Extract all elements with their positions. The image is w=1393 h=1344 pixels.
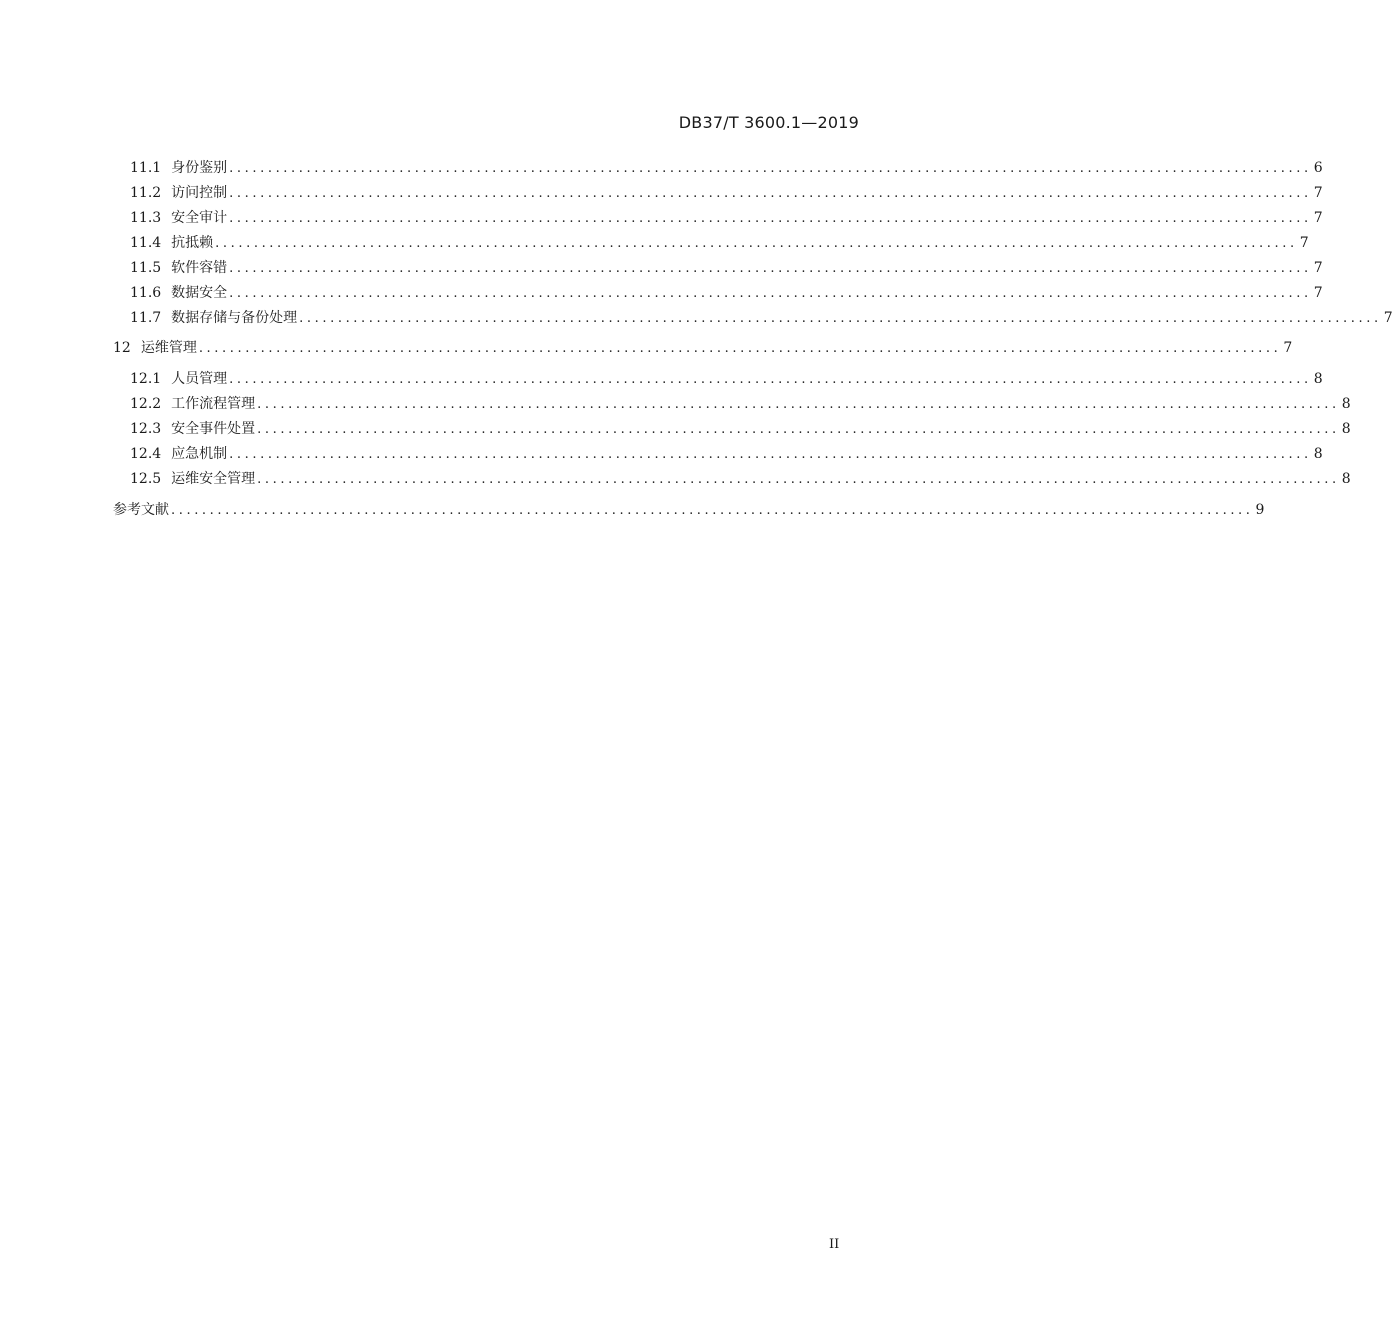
dot-leader: ............................................................................................................................................ [229,261,1312,276]
toc-entry[interactable] [130,283,1323,303]
toc-entry-number: 12.4 [130,446,162,462]
toc-entry-number: 12 [113,340,131,356]
toc-entry[interactable] [130,183,1323,203]
toc-entry-page: 9 [1255,502,1265,518]
toc-entry-number: 12.5 [130,471,162,487]
toc-entry[interactable] [130,208,1323,228]
dot-leader: ............................................................................................................................................ [229,211,1312,226]
toc-entry-number: 11.1 [130,160,162,176]
toc-entry-page: 8 [1341,421,1351,437]
toc-entry-title: 工作流程管理 [171,396,256,412]
toc-entry[interactable] [130,233,1309,253]
toc-entry-page: 6 [1313,160,1323,176]
dot-leader: ............................................................................................................................................ [257,422,1340,437]
toc-entry-number: 11.3 [130,210,162,226]
toc-entry-number: 11.7 [130,310,162,326]
dot-leader: ............................................................................................................................................ [257,397,1340,412]
toc-entry-number: 12.3 [130,421,162,437]
toc-entry-title: 软件容错 [171,260,228,276]
toc-entry-page: 8 [1313,446,1323,462]
toc-entry-number: 11.4 [130,235,162,251]
toc-entry-number: 11.6 [130,285,162,301]
toc-entry-title: 身份鉴别 [171,160,228,176]
dot-leader: ............................................................................................................................................ [215,236,1298,251]
dot-leader: ............................................................................................................................................ [299,311,1382,326]
toc-entry-page: 8 [1341,471,1351,487]
toc-entry-page: 8 [1341,396,1351,412]
toc-entry-number: 11.2 [130,185,162,201]
toc-entry-page: 7 [1283,340,1293,356]
toc-entry[interactable] [130,444,1323,464]
toc-entry-page: 7 [1313,185,1323,201]
toc-entry-page: 7 [1313,210,1323,226]
toc-entry-title: 数据安全 [171,285,228,301]
toc-entry-title: 应急机制 [171,446,228,462]
toc-entry-title: 数据存储与备份处理 [171,310,298,326]
toc-entry[interactable] [130,308,1393,328]
page-number: II [829,1237,840,1252]
toc-entry-page: 7 [1313,285,1323,301]
dot-leader: ............................................................................................................................................ [198,341,1282,356]
toc-entry[interactable] [130,469,1351,489]
toc-references-entry[interactable] [113,500,1265,520]
toc-entry-page: 8 [1313,371,1323,387]
toc-entry-number: 12.1 [130,371,162,387]
toc-entry[interactable] [130,419,1351,439]
toc-entry-title: 运维安全管理 [171,471,256,487]
toc-entry-title: 人员管理 [171,371,228,387]
toc-entry[interactable] [130,394,1351,414]
toc-entry-page: 7 [1313,260,1323,276]
dot-leader: ............................................................................................................................................ [229,286,1312,301]
toc-entry-title: 运维管理 [140,340,197,356]
toc-entry-title: 参考文献 [113,502,169,518]
dot-leader: ............................................................................................................................................ [257,472,1340,487]
toc-entry-page: 7 [1299,235,1309,251]
dot-leader: ............................................................................................................................................ [171,503,1254,518]
standard-code-header: DB37/T 3600.1—2019 [678,113,859,132]
toc-entry-number: 11.5 [130,260,162,276]
dot-leader: ............................................................................................................................................ [229,161,1312,176]
toc-entry-title: 访问控制 [171,185,228,201]
dot-leader: ............................................................................................................................................ [229,372,1312,387]
toc-entry-page: 7 [1383,310,1393,326]
toc-entry[interactable] [130,369,1323,389]
toc-entry-title: 安全审计 [171,210,228,226]
dot-leader: ............................................................................................................................................ [229,447,1312,462]
toc-entry-number: 12.2 [130,396,162,412]
toc-entry[interactable] [130,258,1323,278]
toc-entry[interactable] [130,158,1323,178]
dot-leader: ............................................................................................................................................ [229,186,1312,201]
toc-entry-title: 抗抵赖 [171,235,214,251]
toc-chapter-entry[interactable] [113,338,1293,358]
toc-entry-title: 安全事件处置 [171,421,256,437]
